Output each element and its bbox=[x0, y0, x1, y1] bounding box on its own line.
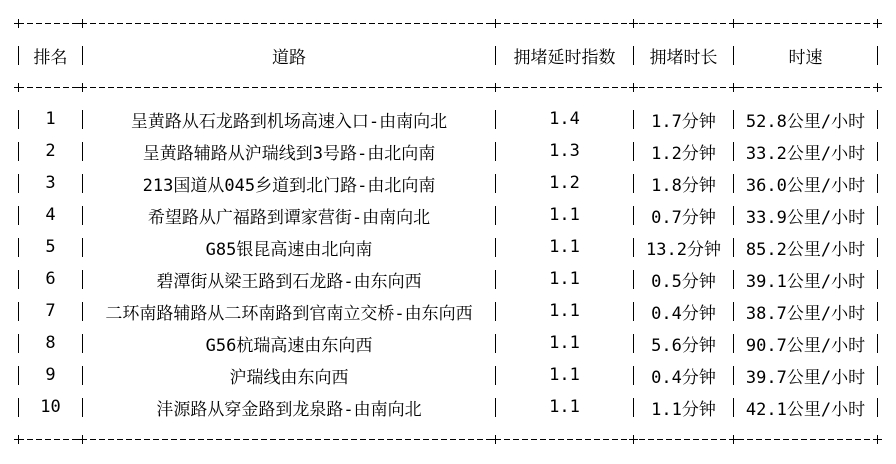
plus-intersection bbox=[729, 19, 738, 28]
pipe-separator bbox=[877, 366, 878, 385]
table-header-row bbox=[18, 39, 878, 71]
pipe-separator bbox=[877, 238, 878, 257]
duration-cell: 1.7分钟 bbox=[651, 111, 716, 132]
table-row bbox=[18, 327, 878, 359]
plus-intersection bbox=[873, 435, 882, 444]
rank-cell: 6 bbox=[45, 269, 56, 289]
plus-intersection bbox=[14, 19, 23, 28]
plus-intersection bbox=[78, 19, 87, 28]
header-road: 道路 bbox=[272, 47, 306, 68]
duration-cell: 1.8分钟 bbox=[651, 175, 716, 196]
road-cell: 213国道从045乡道到北门路-由北向南 bbox=[142, 175, 436, 196]
index-cell: 1.4 bbox=[549, 109, 580, 129]
speed-cell: 52.8公里/小时 bbox=[745, 111, 866, 132]
rank-cell: 1 bbox=[45, 109, 56, 129]
pipe-separator bbox=[877, 398, 878, 417]
pipe-separator bbox=[877, 334, 878, 353]
speed-cell: 38.7公里/小时 bbox=[745, 303, 866, 324]
speed-cell: 33.2公里/小时 bbox=[745, 143, 866, 164]
index-cell: 1.1 bbox=[549, 205, 580, 225]
header-congestion-index: 拥堵延时指数 bbox=[513, 47, 616, 68]
road-cell: 呈黄路辅路从沪瑞线到3号路-由北向南 bbox=[142, 143, 436, 164]
road-cell: 碧潭街从梁王路到石龙路-由东向西 bbox=[156, 271, 422, 292]
dashed-line bbox=[18, 23, 878, 24]
congestion-ranking-table bbox=[18, 7, 878, 455]
plus-intersection bbox=[729, 83, 738, 92]
rank-cell: 8 bbox=[45, 333, 56, 353]
road-cell: 二环南路辅路从二环南路到官南立交桥-由东向西 bbox=[105, 303, 473, 324]
speed-cell: 39.7公里/小时 bbox=[745, 367, 866, 388]
index-cell: 1.1 bbox=[549, 333, 580, 353]
rank-cell: 3 bbox=[45, 173, 56, 193]
plus-intersection bbox=[491, 19, 500, 28]
index-cell: 1.2 bbox=[549, 173, 580, 193]
table-row bbox=[18, 231, 878, 263]
dashed-line bbox=[18, 439, 878, 440]
duration-cell: 13.2分钟 bbox=[646, 239, 721, 260]
plus-intersection bbox=[78, 435, 87, 444]
plus-intersection bbox=[14, 435, 23, 444]
rank-cell: 4 bbox=[45, 205, 56, 225]
road-cell: 沣源路从穿金路到龙泉路-由南向北 bbox=[156, 399, 422, 420]
plus-intersection bbox=[873, 83, 882, 92]
table-border-header bbox=[18, 71, 878, 103]
plus-intersection bbox=[14, 83, 23, 92]
plus-intersection bbox=[491, 435, 500, 444]
index-cell: 1.1 bbox=[549, 397, 580, 417]
pipe-separator bbox=[877, 174, 878, 193]
speed-cell: 85.2公里/小时 bbox=[745, 239, 866, 260]
duration-cell: 1.1分钟 bbox=[651, 399, 716, 420]
plus-intersection bbox=[873, 19, 882, 28]
speed-cell: 33.9公里/小时 bbox=[745, 207, 866, 228]
plus-intersection bbox=[729, 435, 738, 444]
duration-cell: 0.4分钟 bbox=[651, 303, 716, 324]
header-speed: 时速 bbox=[788, 47, 823, 68]
rank-cell: 5 bbox=[45, 237, 56, 257]
table-row bbox=[18, 359, 878, 391]
duration-cell: 0.7分钟 bbox=[651, 207, 716, 228]
index-cell: 1.1 bbox=[549, 365, 580, 385]
speed-cell: 36.0公里/小时 bbox=[745, 175, 866, 196]
speed-cell: 39.1公里/小时 bbox=[745, 271, 866, 292]
duration-cell: 5.6分钟 bbox=[651, 335, 716, 356]
road-cell: G85银昆高速由北向南 bbox=[205, 239, 373, 260]
table-row bbox=[18, 103, 878, 135]
duration-cell: 1.2分钟 bbox=[651, 143, 716, 164]
rank-cell: 10 bbox=[40, 397, 61, 417]
header-rank: 排名 bbox=[33, 47, 68, 68]
table-row bbox=[18, 135, 878, 167]
plus-intersection bbox=[78, 83, 87, 92]
pipe-separator bbox=[877, 206, 878, 225]
speed-cell: 42.1公里/小时 bbox=[745, 399, 866, 420]
road-cell: 希望路从广福路到谭家营街-由南向北 bbox=[147, 207, 431, 228]
road-cell: G56杭瑞高速由东向西 bbox=[205, 335, 373, 356]
table-border-top bbox=[18, 7, 878, 39]
duration-cell: 0.4分钟 bbox=[651, 367, 716, 388]
pipe-separator bbox=[877, 270, 878, 289]
table-row bbox=[18, 391, 878, 423]
duration-cell: 0.5分钟 bbox=[651, 271, 716, 292]
plus-intersection bbox=[629, 19, 638, 28]
rank-cell: 9 bbox=[45, 365, 56, 385]
road-cell: 呈黄路从石龙路到机场高速入口-由南向北 bbox=[130, 111, 448, 132]
plus-intersection bbox=[491, 83, 500, 92]
pipe-separator bbox=[877, 110, 878, 129]
table-border-bottom bbox=[18, 423, 878, 455]
table-row bbox=[18, 167, 878, 199]
index-cell: 1.3 bbox=[549, 141, 580, 161]
plus-intersection bbox=[629, 435, 638, 444]
index-cell: 1.1 bbox=[549, 269, 580, 289]
pipe-separator bbox=[877, 142, 878, 161]
speed-cell: 90.7公里/小时 bbox=[745, 335, 866, 356]
table-row bbox=[18, 295, 878, 327]
road-cell: 沪瑞线由东向西 bbox=[229, 367, 349, 388]
pipe-separator bbox=[877, 46, 878, 65]
dashed-line bbox=[18, 87, 878, 88]
plus-intersection bbox=[629, 83, 638, 92]
table-row bbox=[18, 263, 878, 295]
header-congestion-duration: 拥堵时长 bbox=[649, 47, 718, 68]
table-row bbox=[18, 199, 878, 231]
rank-cell: 7 bbox=[45, 301, 56, 321]
index-cell: 1.1 bbox=[549, 301, 580, 321]
pipe-separator bbox=[877, 302, 878, 321]
rank-cell: 2 bbox=[45, 141, 56, 161]
index-cell: 1.1 bbox=[549, 237, 580, 257]
